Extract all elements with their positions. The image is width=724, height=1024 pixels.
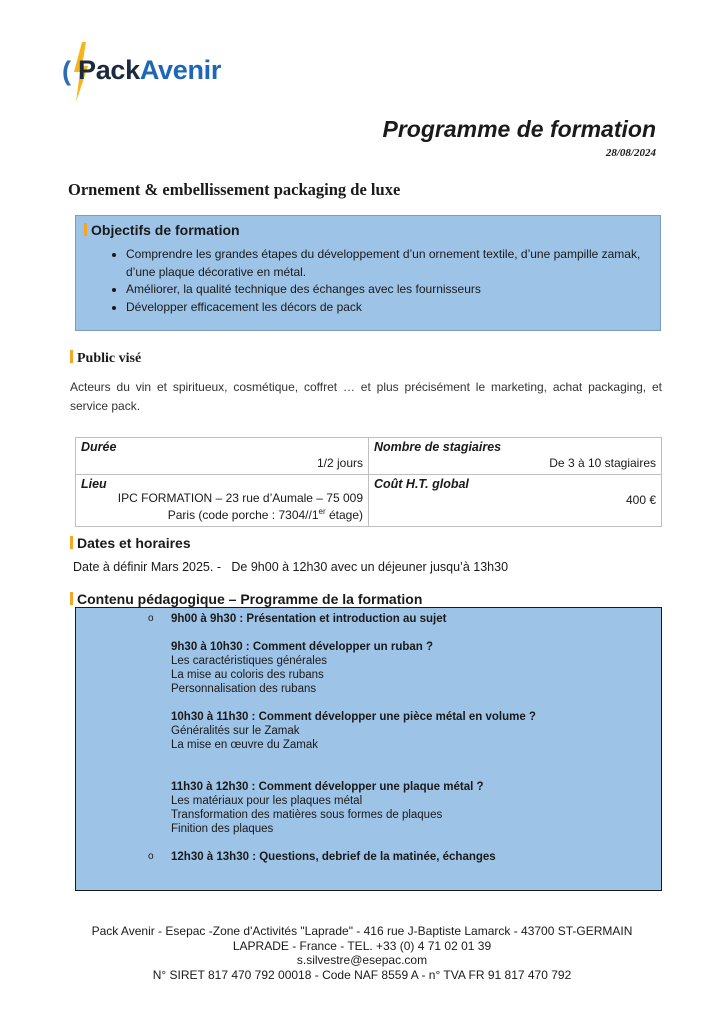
session-item: La mise au coloris des rubans: [171, 669, 324, 681]
table-row: [76, 438, 662, 475]
objectives-list: [104, 246, 656, 316]
session-title: 10h30 à 11h30 : Comment développer une pièce métal en volume ?: [171, 711, 536, 723]
section-marker: [84, 223, 87, 236]
session-item: La mise en œuvre du Zamak: [171, 739, 319, 751]
footer: [62, 924, 662, 982]
public-heading-text: Public visé: [77, 351, 142, 366]
session-item: Transformation des matières sous formes de plaques: [171, 809, 443, 821]
objectives-heading: [84, 222, 240, 238]
contenu-box: [75, 607, 662, 891]
footer-address-line2: LAPRADE - France - TEL. +33 (0) 4 71 02 01 39: [232, 938, 492, 953]
contenu-heading-text: Contenu pédagogique – Programme de la formation: [77, 591, 423, 607]
session-title: 9h30 à 10h30 : Comment développer un ruban ?: [171, 641, 434, 653]
document-title: Programme de formation: [382, 116, 656, 142]
bullet-circle: o: [148, 613, 154, 624]
stagiaires-value: De 3 à 10 stagiaires: [549, 456, 656, 470]
logo-wordmark: [78, 54, 221, 86]
session-item: Les caractéristiques générales: [171, 655, 327, 667]
lieu-line2-prefix: Paris (code porche : 7304//1: [167, 508, 319, 522]
section-marker: [70, 536, 73, 549]
lieu-line1: IPC FORMATION – 23 rue d’Aumale – 75 009: [117, 491, 363, 505]
session-item: Les matériaux pour les plaques métal: [171, 795, 363, 807]
lieu-line2-sup: er: [318, 507, 326, 516]
lieu-cell: [76, 475, 369, 527]
duree-value: 1/2 jours: [316, 456, 363, 470]
bullet-circle: o: [148, 851, 154, 862]
footer-legal: N° SIRET 817 470 792 00018 - Code NAF 8559 A - n° TVA FR 91 817 470 792: [152, 967, 572, 982]
session-item: Finition des plaques: [171, 823, 274, 835]
duree-label: Durée: [81, 440, 117, 454]
contenu-heading: [70, 591, 422, 607]
cout-cell: [369, 475, 662, 527]
objectives-box: [75, 215, 661, 331]
objective-item: • Comprendre les grandes étapes du développement d’un ornement textile, d’une pampille zamak, d’une plaque décorative en métal.: [126, 246, 656, 281]
public-heading: [70, 350, 141, 367]
stagiaires-label: Nombre de stagiaires: [374, 440, 502, 454]
dates-heading-text: Dates et horaires: [77, 535, 191, 551]
course-title: Ornement & embellissement packaging de luxe: [68, 180, 401, 199]
footer-address-line1: Pack Avenir - Esepac -Zone d'Activités "Laprade" - 416 rue J-Baptiste Lamarck - 43700 ST-GERMAIN: [91, 924, 633, 938]
logo-pack: Pack: [78, 55, 140, 85]
cout-value: 400 €: [625, 493, 656, 507]
footer-email: s.silvestre@esepac.com: [296, 953, 428, 967]
lieu-label: Lieu: [81, 477, 107, 491]
lieu-line2: [81, 505, 363, 522]
logo-bracket: (: [62, 56, 71, 86]
table-row: [76, 475, 662, 527]
document-date: 28/08/2024: [605, 147, 656, 159]
session-item: Personnalisation des rubans: [171, 683, 317, 695]
session-title: 11h30 à 12h30 : Comment développer une plaque métal ?: [171, 781, 484, 793]
stagiaires-cell: [369, 438, 662, 475]
objective-item: • Améliorer, la qualité technique des échanges avec les fournisseurs: [126, 281, 656, 299]
objective-item: • Développer efficacement les décors de pack: [126, 299, 656, 317]
cout-label: Coût H.T. global: [374, 477, 469, 491]
info-table: [75, 437, 662, 527]
logo-avenir: Avenir: [139, 55, 222, 85]
session-item: Généralités sur le Zamak: [171, 725, 300, 737]
dates-text: Date à définir Mars 2025. - De 9h00 à 12h30 avec un déjeuner jusqu’à 13h30: [73, 560, 509, 574]
objectives-heading-text: Objectifs de formation: [91, 222, 240, 238]
dates-heading: [70, 535, 191, 551]
public-description: Acteurs du vin et spiritueux, cosmétique, coffret … et plus précisément le marketing, achat packaging, et service pack.: [70, 380, 662, 413]
lieu-line2-suffix: étage): [325, 508, 363, 522]
pack-avenir-logo: [62, 42, 262, 102]
section-marker: [70, 592, 73, 605]
section-marker: [70, 350, 73, 363]
duree-cell: [76, 438, 369, 475]
session-title: 12h30 à 13h30 : Questions, debrief de la matinée, échanges: [171, 851, 496, 863]
session-title: 9h00 à 9h30 : Présentation et introduction au sujet: [171, 613, 447, 625]
